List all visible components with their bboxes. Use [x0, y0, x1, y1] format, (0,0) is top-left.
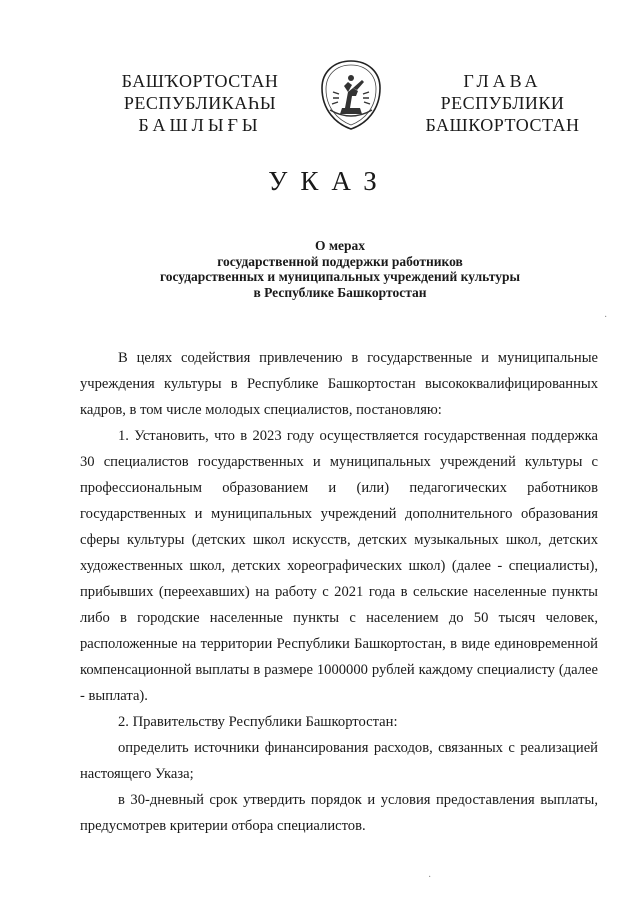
header-left-line: БАШҠОРТОСТАН	[121, 71, 279, 91]
header-right-line: БАШКОРТОСТАН	[425, 115, 580, 135]
header-left-block	[110, 70, 290, 136]
header-left-line: РЕСПУБЛИКАҺЫ	[123, 93, 277, 113]
header-left-line: БАШЛЫҒЫ	[138, 115, 262, 135]
header-right-line: ГЛАВА	[463, 71, 542, 91]
document-subject	[60, 238, 620, 300]
paragraph-item-2: 2. Правительству Республики Башкортостан:	[118, 714, 398, 730]
subject-line: О мерах	[314, 238, 366, 253]
scan-speck: ·	[428, 872, 432, 883]
paragraph-subitem-1: определить источники финансирования расходов, связанных с реализацией настоящего Указа;	[80, 740, 598, 782]
scan-speck: ·	[604, 312, 608, 323]
bashkortostan-coat-of-arms-icon	[318, 58, 384, 132]
subject-line: государственной поддержки работников	[217, 253, 463, 269]
subject-line: государственных и муниципальных учреждений культуры	[159, 269, 521, 284]
header-right-line: РЕСПУБЛИКИ	[440, 93, 565, 113]
document-body	[80, 345, 598, 839]
header-right-block	[415, 70, 590, 136]
paragraph-item-1: 1. Установить, что в 2023 году осуществляется государственная поддержка 30 специалистов государственных и муниципальных учреждений культуры с профессиональным образованием и (или) педагогических работников государственных и муниципальных учреждений дополнительного образования сферы культуры (детских школ искусств, детских музыкальных школ, детских художественных школ, детских хореографических школ) (далее - специалисты), прибывших (переехавших) на работу с 2021 года в сельские населенные пункты либо в городские населенные пункты с населением до 50 тысяч человек, расположенные на территории Республики Башкортостан, в виде единовременной компенсационной выплаты в размере 1000000 рублей каждому специалисту (далее - выплата).	[80, 428, 598, 704]
paragraph-preamble: В целях содействия привлечению в государственные и муниципальные учреждения культуры в Республике Башкортостан высококвалифицированных кадров, в том числе молодых специалистов, постановляю:	[80, 350, 598, 418]
document-title: УКАЗ	[268, 166, 390, 196]
subject-line: в Республике Башкортостан	[253, 284, 427, 300]
paragraph-subitem-2: в 30-дневный срок утвердить порядок и условия предоставления выплаты, предусмотрев критерии отбора специалистов.	[80, 792, 598, 834]
